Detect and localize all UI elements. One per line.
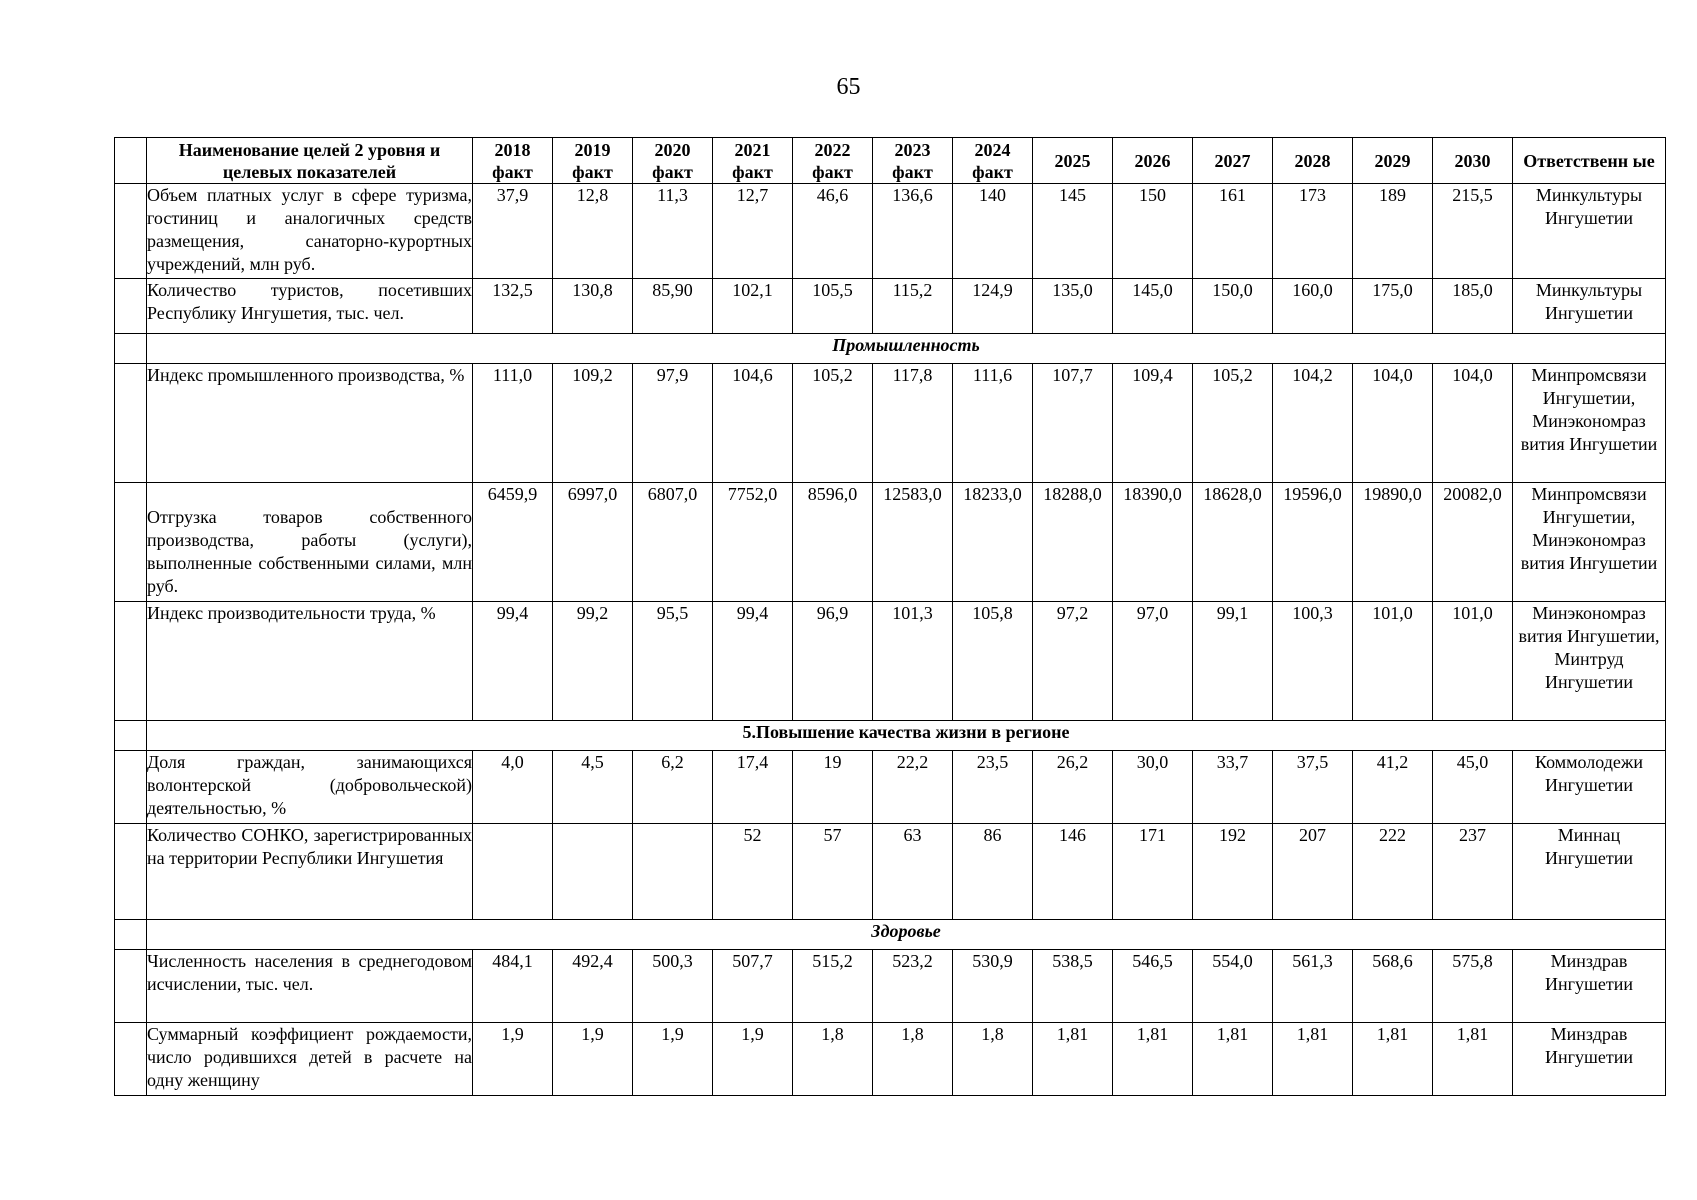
value-cell: 26,2 [1033, 751, 1113, 824]
header-name: Наименование целей 2 уровня и целевых показателей [147, 138, 473, 184]
header-responsible: Ответственн ые [1513, 138, 1666, 184]
value-cell: 546,5 [1113, 950, 1193, 1023]
indicator-name: Объем платных услуг в сфере туризма, гостиниц и аналогичных средств размещения, санаторно-курортных учреждений, млн руб. [147, 184, 473, 279]
value-cell: 102,1 [713, 279, 793, 334]
value-cell: 150,0 [1193, 279, 1273, 334]
value-cell: 4,5 [553, 751, 633, 824]
value-cell: 12583,0 [873, 483, 953, 602]
value-cell: 45,0 [1433, 751, 1513, 824]
value-cell: 561,3 [1273, 950, 1353, 1023]
row-marker-cell [115, 824, 147, 920]
value-cell: 161 [1193, 184, 1273, 279]
value-cell: 115,2 [873, 279, 953, 334]
indicators-table [114, 137, 1666, 1096]
value-cell: 37,9 [473, 184, 553, 279]
value-cell: 530,9 [953, 950, 1033, 1023]
value-cell: 160,0 [1273, 279, 1353, 334]
value-cell: 117,8 [873, 364, 953, 483]
table-row [115, 602, 1666, 721]
value-cell: 101,3 [873, 602, 953, 721]
value-cell: 6,2 [633, 751, 713, 824]
value-cell: 111,0 [473, 364, 553, 483]
value-cell: 85,90 [633, 279, 713, 334]
section-row [115, 334, 1666, 364]
section-row [115, 920, 1666, 950]
header-year: 2025 [1033, 138, 1113, 184]
value-cell: 146 [1033, 824, 1113, 920]
section-title: Здоровье [147, 920, 1666, 950]
header-year: 2026 [1113, 138, 1193, 184]
value-cell [553, 824, 633, 920]
value-cell: 99,2 [553, 602, 633, 721]
value-cell: 57 [793, 824, 873, 920]
value-cell: 130,8 [553, 279, 633, 334]
value-cell: 86 [953, 824, 1033, 920]
value-cell: 140 [953, 184, 1033, 279]
row-marker-cell [115, 364, 147, 483]
section-title: Промышленность [147, 334, 1666, 364]
value-cell: 1,81 [1273, 1023, 1353, 1096]
header-year: 2024 факт [953, 138, 1033, 184]
value-cell: 109,4 [1113, 364, 1193, 483]
value-cell: 101,0 [1353, 602, 1433, 721]
value-cell: 568,6 [1353, 950, 1433, 1023]
value-cell: 99,4 [473, 602, 553, 721]
row-marker-cell [115, 751, 147, 824]
value-cell: 95,5 [633, 602, 713, 721]
value-cell [633, 824, 713, 920]
row-marker-cell [115, 1023, 147, 1096]
responsible-cell: Минэкономраз вития Ингушетии, Минтруд Ингушетии [1513, 602, 1666, 721]
header-year: 2029 [1353, 138, 1433, 184]
responsible-cell: Миннац Ингушетии [1513, 824, 1666, 920]
value-cell: 500,3 [633, 950, 713, 1023]
value-cell: 104,6 [713, 364, 793, 483]
header-year: 2030 [1433, 138, 1513, 184]
value-cell: 1,81 [1353, 1023, 1433, 1096]
value-cell: 18390,0 [1113, 483, 1193, 602]
value-cell: 1,9 [713, 1023, 793, 1096]
indicator-name: Количество СОНКО, зарегистрированных на территории Республики Ингушетия [147, 824, 473, 920]
value-cell: 105,2 [793, 364, 873, 483]
header-year: 2022 факт [793, 138, 873, 184]
value-cell: 23,5 [953, 751, 1033, 824]
table-row [115, 483, 1666, 602]
value-cell: 11,3 [633, 184, 713, 279]
indicator-name: Количество туристов, посетивших Республику Ингушетия, тыс. чел. [147, 279, 473, 334]
value-cell: 554,0 [1193, 950, 1273, 1023]
value-cell: 111,6 [953, 364, 1033, 483]
value-cell: 207 [1273, 824, 1353, 920]
table-row [115, 279, 1666, 334]
value-cell: 192 [1193, 824, 1273, 920]
value-cell: 136,6 [873, 184, 953, 279]
value-cell: 189 [1353, 184, 1433, 279]
value-cell: 37,5 [1273, 751, 1353, 824]
value-cell: 22,2 [873, 751, 953, 824]
value-cell: 19890,0 [1353, 483, 1433, 602]
value-cell: 1,8 [873, 1023, 953, 1096]
value-cell: 237 [1433, 824, 1513, 920]
value-cell: 1,9 [553, 1023, 633, 1096]
value-cell: 1,8 [953, 1023, 1033, 1096]
value-cell: 18288,0 [1033, 483, 1113, 602]
value-cell: 12,7 [713, 184, 793, 279]
value-cell: 104,0 [1353, 364, 1433, 483]
value-cell: 492,4 [553, 950, 633, 1023]
value-cell: 6997,0 [553, 483, 633, 602]
section-row [115, 721, 1666, 751]
value-cell: 33,7 [1193, 751, 1273, 824]
value-cell: 132,5 [473, 279, 553, 334]
indicator-name: Индекс промышленного производства, % [147, 364, 473, 483]
value-cell: 145,0 [1113, 279, 1193, 334]
value-cell: 6807,0 [633, 483, 713, 602]
value-cell: 97,0 [1113, 602, 1193, 721]
row-marker-cell [115, 334, 147, 364]
value-cell: 100,3 [1273, 602, 1353, 721]
value-cell: 41,2 [1353, 751, 1433, 824]
page-number: 65 [836, 74, 861, 100]
responsible-cell: Коммолодежи Ингушетии [1513, 751, 1666, 824]
indicator-name: Доля граждан, занимающихся волонтерской (добровольческой) деятельностью, % [147, 751, 473, 824]
value-cell: 97,2 [1033, 602, 1113, 721]
value-cell: 150 [1113, 184, 1193, 279]
value-cell: 507,7 [713, 950, 793, 1023]
value-cell: 20082,0 [1433, 483, 1513, 602]
value-cell: 12,8 [553, 184, 633, 279]
indicator-name: Отгрузка товаров собственного производства, работы (услуги), выполненные собственными силами, млн руб. [147, 483, 473, 602]
value-cell: 105,5 [793, 279, 873, 334]
value-cell: 99,4 [713, 602, 793, 721]
row-marker-cell [115, 279, 147, 334]
value-cell: 6459,9 [473, 483, 553, 602]
value-cell: 105,2 [1193, 364, 1273, 483]
value-cell: 30,0 [1113, 751, 1193, 824]
header-year: 2023 факт [873, 138, 953, 184]
value-cell: 19 [793, 751, 873, 824]
value-cell: 18628,0 [1193, 483, 1273, 602]
responsible-cell: Минпромсвязи Ингушетии, Минэкономраз вития Ингушетии [1513, 483, 1666, 602]
value-cell: 4,0 [473, 751, 553, 824]
value-cell: 96,9 [793, 602, 873, 721]
header-row [115, 138, 1666, 184]
value-cell: 1,81 [1433, 1023, 1513, 1096]
table-row [115, 950, 1666, 1023]
header-year: 2018 факт [473, 138, 553, 184]
value-cell: 215,5 [1433, 184, 1513, 279]
section-title: 5.Повышение качества жизни в регионе [147, 721, 1666, 751]
value-cell: 575,8 [1433, 950, 1513, 1023]
value-cell: 107,7 [1033, 364, 1113, 483]
value-cell: 109,2 [553, 364, 633, 483]
value-cell: 124,9 [953, 279, 1033, 334]
table-row [115, 1023, 1666, 1096]
table-row [115, 751, 1666, 824]
header-year: 2020 факт [633, 138, 713, 184]
responsible-cell: Минздрав Ингушетии [1513, 950, 1666, 1023]
value-cell: 46,6 [793, 184, 873, 279]
row-marker-cell [115, 483, 147, 602]
value-cell: 185,0 [1433, 279, 1513, 334]
table-row [115, 824, 1666, 920]
header-year: 2028 [1273, 138, 1353, 184]
value-cell: 97,9 [633, 364, 713, 483]
value-cell: 135,0 [1033, 279, 1113, 334]
value-cell: 63 [873, 824, 953, 920]
table-row [115, 364, 1666, 483]
row-marker-cell [115, 184, 147, 279]
table-body [115, 184, 1666, 1096]
value-cell: 173 [1273, 184, 1353, 279]
responsible-cell: Минздрав Ингушетии [1513, 1023, 1666, 1096]
value-cell: 104,0 [1433, 364, 1513, 483]
value-cell: 7752,0 [713, 483, 793, 602]
responsible-cell: Минпромсвязи Ингушетии, Минэкономраз вития Ингушетии [1513, 364, 1666, 483]
value-cell: 1,8 [793, 1023, 873, 1096]
value-cell: 145 [1033, 184, 1113, 279]
row-marker-cell [115, 920, 147, 950]
value-cell: 17,4 [713, 751, 793, 824]
value-cell: 484,1 [473, 950, 553, 1023]
table-row [115, 184, 1666, 279]
value-cell: 1,81 [1113, 1023, 1193, 1096]
header-marker-cell [115, 138, 147, 184]
value-cell: 175,0 [1353, 279, 1433, 334]
value-cell: 18233,0 [953, 483, 1033, 602]
value-cell [473, 824, 553, 920]
value-cell: 99,1 [1193, 602, 1273, 721]
row-marker-cell [115, 602, 147, 721]
value-cell: 8596,0 [793, 483, 873, 602]
value-cell: 105,8 [953, 602, 1033, 721]
indicator-name: Индекс производительности труда, % [147, 602, 473, 721]
value-cell: 1,9 [473, 1023, 553, 1096]
indicator-name: Суммарный коэффициент рождаемости, число родившихся детей в расчете на одну женщину [147, 1023, 473, 1096]
row-marker-cell [115, 950, 147, 1023]
value-cell: 523,2 [873, 950, 953, 1023]
value-cell: 1,9 [633, 1023, 713, 1096]
value-cell: 515,2 [793, 950, 873, 1023]
indicator-name: Численность населения в среднегодовом исчислении, тыс. чел. [147, 950, 473, 1023]
value-cell: 538,5 [1033, 950, 1113, 1023]
responsible-cell: Минкультуры Ингушетии [1513, 184, 1666, 279]
header-year: 2021 факт [713, 138, 793, 184]
row-marker-cell [115, 721, 147, 751]
header-year: 2019 факт [553, 138, 633, 184]
value-cell: 1,81 [1033, 1023, 1113, 1096]
value-cell: 101,0 [1433, 602, 1513, 721]
value-cell: 222 [1353, 824, 1433, 920]
header-year: 2027 [1193, 138, 1273, 184]
value-cell: 1,81 [1193, 1023, 1273, 1096]
value-cell: 19596,0 [1273, 483, 1353, 602]
responsible-cell: Минкультуры Ингушетии [1513, 279, 1666, 334]
value-cell: 171 [1113, 824, 1193, 920]
value-cell: 52 [713, 824, 793, 920]
value-cell: 104,2 [1273, 364, 1353, 483]
